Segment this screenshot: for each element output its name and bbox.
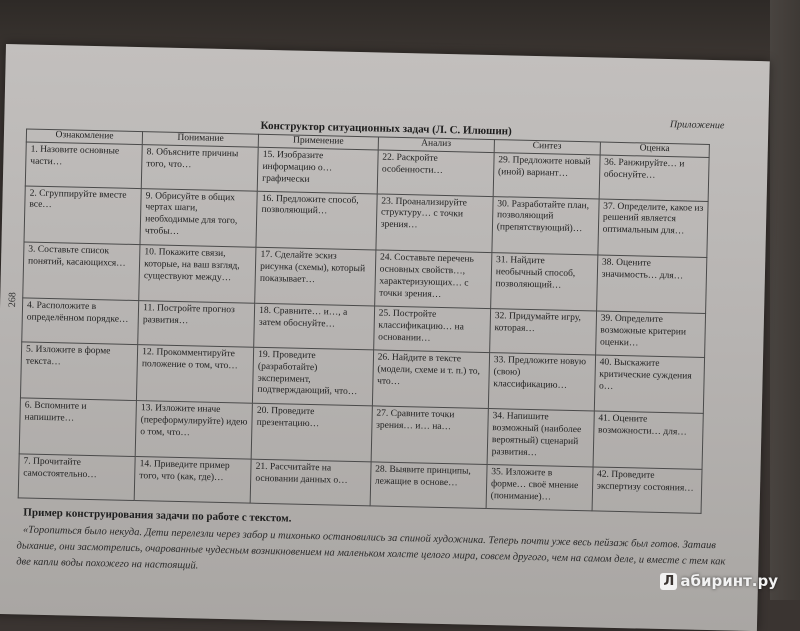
task-constructor-table: [18, 128, 710, 513]
table-cell: 31. Найдите необычный способ, позволяющий…: [490, 252, 597, 311]
table-cell: 27. Сравните точки зрения… и… на…: [371, 406, 488, 465]
column-header: Ознакомление: [26, 129, 142, 145]
table-cell: 35. Изложите в форме… своё мнение (понимание)…: [486, 465, 593, 511]
appendix-label: Приложение: [669, 119, 725, 132]
table-cell: 37. Определите, какое из решений является оптимальным для…: [598, 199, 709, 258]
column-header: Оценка: [600, 142, 710, 157]
page-number: 268: [7, 292, 19, 308]
table-cell: 39. Определите возможные критерии оценки…: [595, 311, 705, 357]
table-cell: 6. Вспомните и напишите…: [19, 398, 136, 457]
table-cell: 11. Постройте прогноз развития…: [138, 301, 255, 347]
table-cell: 8. Объясните причины того, что…: [141, 145, 258, 191]
column-header: Синтез: [494, 140, 600, 155]
table-cell: 9. Обрисуйте в общих чертах шаги, необходимые для того, чтобы…: [140, 188, 257, 247]
table-cell: 38. Оцените значимость… для…: [596, 255, 707, 314]
table-cell: 41. Оцените возможности… для…: [593, 411, 704, 470]
table-cell: 17. Сделайте эскиз рисунка (схемы), который показывает…: [255, 247, 376, 306]
watermark-text: абиринт.ру: [680, 572, 778, 590]
background-right: [770, 0, 800, 600]
table-cell: 40. Выскажите критические суждения о…: [594, 355, 705, 414]
table-cell: 23. Проанализируйте структуру… с точки зрения…: [376, 194, 493, 253]
table-cell: 20. Проведите презентацию…: [251, 403, 372, 462]
table-cell: 16. Предложите способ, позволяющий…: [256, 191, 377, 250]
table-cell: 3. Составьте список понятий, касающихся…: [23, 242, 140, 301]
table-cell: 25. Постройте классификацию… на основании…: [373, 306, 490, 352]
labirint-watermark: [660, 572, 778, 590]
table-cell: 24. Составьте перечень основных свойств…, характеризующих… с точки зрения…: [374, 250, 491, 309]
column-header: Понимание: [142, 132, 258, 148]
example-title: Пример конструирования задачи по работе с текстом.: [23, 506, 292, 525]
table-cell: 15. Изобразите информацию о… графически: [257, 147, 377, 193]
table-cell: 36. Ранжируйте… и обоснуйте…: [599, 155, 709, 201]
table-cell: 10. Покажите связи, которые, на ваш взгляд, существуют между…: [139, 244, 256, 303]
table-cell: 13. Изложите иначе (переформулируйте) идею о том, что…: [135, 401, 252, 460]
table-title: Конструктор ситуационных задач (Л. С. Илюшин): [260, 119, 512, 138]
table-cell: 26. Найдите в тексте (модели, схеме и т. п.) то, что…: [372, 350, 489, 409]
table-cell: 7. Прочитайте самостоятельно…: [18, 454, 135, 500]
column-header: Применение: [258, 134, 378, 150]
example-text: «Торопиться было некуда. Дети перелезли через забор и тихонько остановились за спиной художника. Теперь почти уже весь пейзаж был готов. Затаив дыхание, они засмотрелись, очарованные чудесным возникновением на маленьком холсте целого мира, совсем другого, чем на самом деле, и вместе с тем как две капли воды похожего на настоящий.: [16, 524, 726, 571]
table-cell: 1. Назовите основные части…: [25, 142, 142, 188]
table-cell: 2. Сгруппируйте вместе все…: [24, 186, 141, 245]
table-cell: 18. Сравните… и…, а затем обоснуйте…: [254, 303, 374, 349]
table-cell: 21. Рассчитайте на основании данных о…: [250, 460, 370, 506]
table-cell: 32. Придумайте игру, которая…: [489, 309, 596, 355]
table-cell: 12. Прокомментируйте положение о том, что…: [137, 344, 254, 403]
table-cell: 42. Проведите экспертизу состояния…: [592, 467, 702, 513]
table-cell: 30. Разработайте план, позволяющий (препятствующий)…: [492, 196, 599, 255]
table-cell: 19. Проведите (разработайте) эксперимент, подтверждающий, что…: [253, 347, 374, 406]
table-cell: 4. Расположите в определённом порядке…: [22, 298, 139, 344]
table-cell: 14. Приведите пример того, что (как, где)…: [134, 457, 251, 503]
table-cell: 29. Предложите новый (иной) вариант…: [493, 153, 600, 199]
table-cell: 5. Изложите в форме текста…: [20, 342, 137, 401]
column-header: Анализ: [378, 137, 494, 153]
book-page: [0, 44, 770, 631]
table-cell: 22. Раскройте особенности…: [377, 150, 494, 196]
table-cell: 28. Выявите принципы, лежащие в основе…: [370, 462, 487, 508]
table-cell: 33. Предложите новую (свою) классификацию…: [488, 352, 595, 411]
book-icon: Л: [660, 573, 677, 590]
table-cell: 34. Напишите возможный (наиболее вероятный) сценарий развития…: [487, 409, 594, 468]
